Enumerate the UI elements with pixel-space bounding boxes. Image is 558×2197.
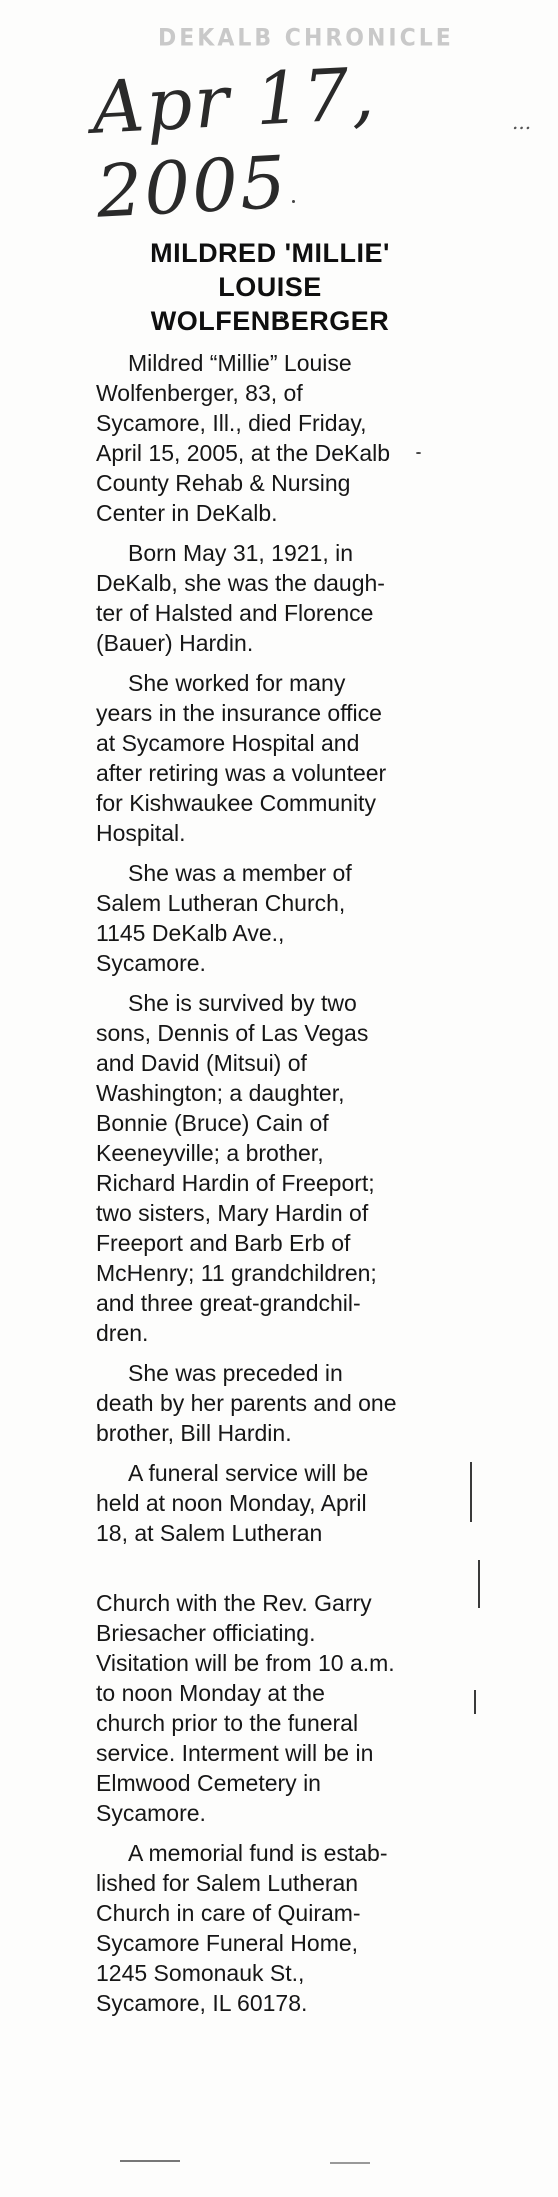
headline-line: MILDRED 'MILLIE' <box>150 238 390 268</box>
text-line: at Sycamore Hospital and <box>96 730 360 756</box>
obituary-paragraph <box>96 668 496 848</box>
scan-edge-mark <box>330 2162 370 2164</box>
text-line: DeKalb, she was the daugh- <box>96 570 385 596</box>
text-line: Keeneyville; a brother, <box>96 1140 324 1166</box>
text-line: two sisters, Mary Hardin of <box>96 1200 369 1226</box>
obituary-paragraph <box>96 988 496 1348</box>
text-line: dren. <box>96 1320 149 1346</box>
headline-line: WOLFENBERGER <box>150 306 390 336</box>
text-line: Elmwood Cemetery in <box>96 1770 321 1796</box>
text-line: Church in care of Quiram- <box>96 1900 361 1926</box>
text-line: She was preceded in <box>128 1360 343 1386</box>
obituary-paragraph <box>96 538 496 658</box>
scan-edge-mark <box>474 1690 476 1714</box>
obituary-paragraph <box>96 1588 496 1828</box>
obituary-paragraph <box>96 1838 496 2018</box>
text-line: after retiring was a volunteer <box>96 760 387 786</box>
text-line: Sycamore, Ill., died Friday, <box>96 410 367 436</box>
scan-edge-mark <box>478 1560 480 1608</box>
text-line: service. Interment will be in <box>96 1740 374 1766</box>
text-line: She is survived by two <box>128 990 357 1016</box>
text-line: Wolfenberger, 83, of <box>96 380 303 406</box>
text-line: church prior to the funeral <box>96 1710 359 1736</box>
text-line: Sycamore Funeral Home, <box>96 1930 359 1956</box>
text-line: and three great-grandchil- <box>96 1290 361 1316</box>
text-line: Church with the Rev. Garry <box>96 1590 372 1616</box>
text-line: Sycamore, IL 60178. <box>96 1990 308 2016</box>
text-line: death by her parents and one <box>96 1390 397 1416</box>
text-line: Washington; a daughter, <box>96 1080 345 1106</box>
text-line: She worked for many <box>128 670 346 696</box>
text-line: Freeport and Barb Erb of <box>96 1230 351 1256</box>
handwritten-date: Apr 17, 2005 <box>90 51 378 234</box>
text-line: 18, at Salem Lutheran <box>96 1520 323 1546</box>
text-line: sons, Dennis of Las Vegas <box>96 1020 369 1046</box>
obituary-body <box>96 348 496 2028</box>
scan-edge-mark <box>470 1462 472 1522</box>
text-line: Richard Hardin of Freeport; <box>96 1170 375 1196</box>
text-line: McHenry; 11 grandchildren; <box>96 1260 377 1286</box>
text-line: Hospital. <box>96 820 186 846</box>
obituary-paragraph <box>96 348 496 528</box>
text-line: 1145 DeKalb Ave., <box>96 920 285 946</box>
obituary-headline <box>100 236 440 338</box>
obituary-paragraph <box>96 1358 496 1448</box>
text-line: A memorial fund is estab- <box>128 1840 388 1866</box>
text-line: Bonnie (Bruce) Cain of <box>96 1110 329 1136</box>
scan-edge-mark <box>120 2160 180 2162</box>
text-line: A funeral service will be <box>128 1460 369 1486</box>
headline-line: LOUISE <box>218 272 322 302</box>
text-line: brother, Bill Hardin. <box>96 1420 292 1446</box>
text-line: Briesacher officiating. <box>96 1620 316 1646</box>
newspaper-masthead: DEKALB CHRONICLE <box>158 25 454 52</box>
text-line: to noon Monday at the <box>96 1680 325 1706</box>
text-line: for Kishwaukee Community <box>96 790 376 816</box>
text-line: (Bauer) Hardin. <box>96 630 254 656</box>
obituary-paragraph <box>96 858 496 978</box>
scan-speck <box>292 200 295 203</box>
text-line: lished for Salem Lutheran <box>96 1870 359 1896</box>
text-line: Center in DeKalb. <box>96 500 278 526</box>
text-line: Sycamore. <box>96 950 206 976</box>
text-line: ter of Halsted and Florence <box>96 600 374 626</box>
text-line: Sycamore. <box>96 1800 206 1826</box>
text-line: Visitation will be from 10 a.m. <box>96 1650 395 1676</box>
text-line: and David (Mitsui) of <box>96 1050 307 1076</box>
text-line: 1245 Somonauk St., <box>96 1960 305 1986</box>
text-line: Born May 31, 1921, in <box>128 540 354 566</box>
text-line: Mildred “Millie” Louise <box>128 350 352 376</box>
text-line: April 15, 2005, at the DeKalb <box>96 440 391 466</box>
handwritten-date-tail: ... <box>512 110 532 134</box>
obituary-paragraph <box>96 1458 496 1548</box>
text-line: County Rehab & Nursing <box>96 470 351 496</box>
text-line: Salem Lutheran Church, <box>96 890 346 916</box>
text-line: She was a member of <box>128 860 352 886</box>
text-line: held at noon Monday, April <box>96 1490 367 1516</box>
text-line: years in the insurance office <box>96 700 382 726</box>
